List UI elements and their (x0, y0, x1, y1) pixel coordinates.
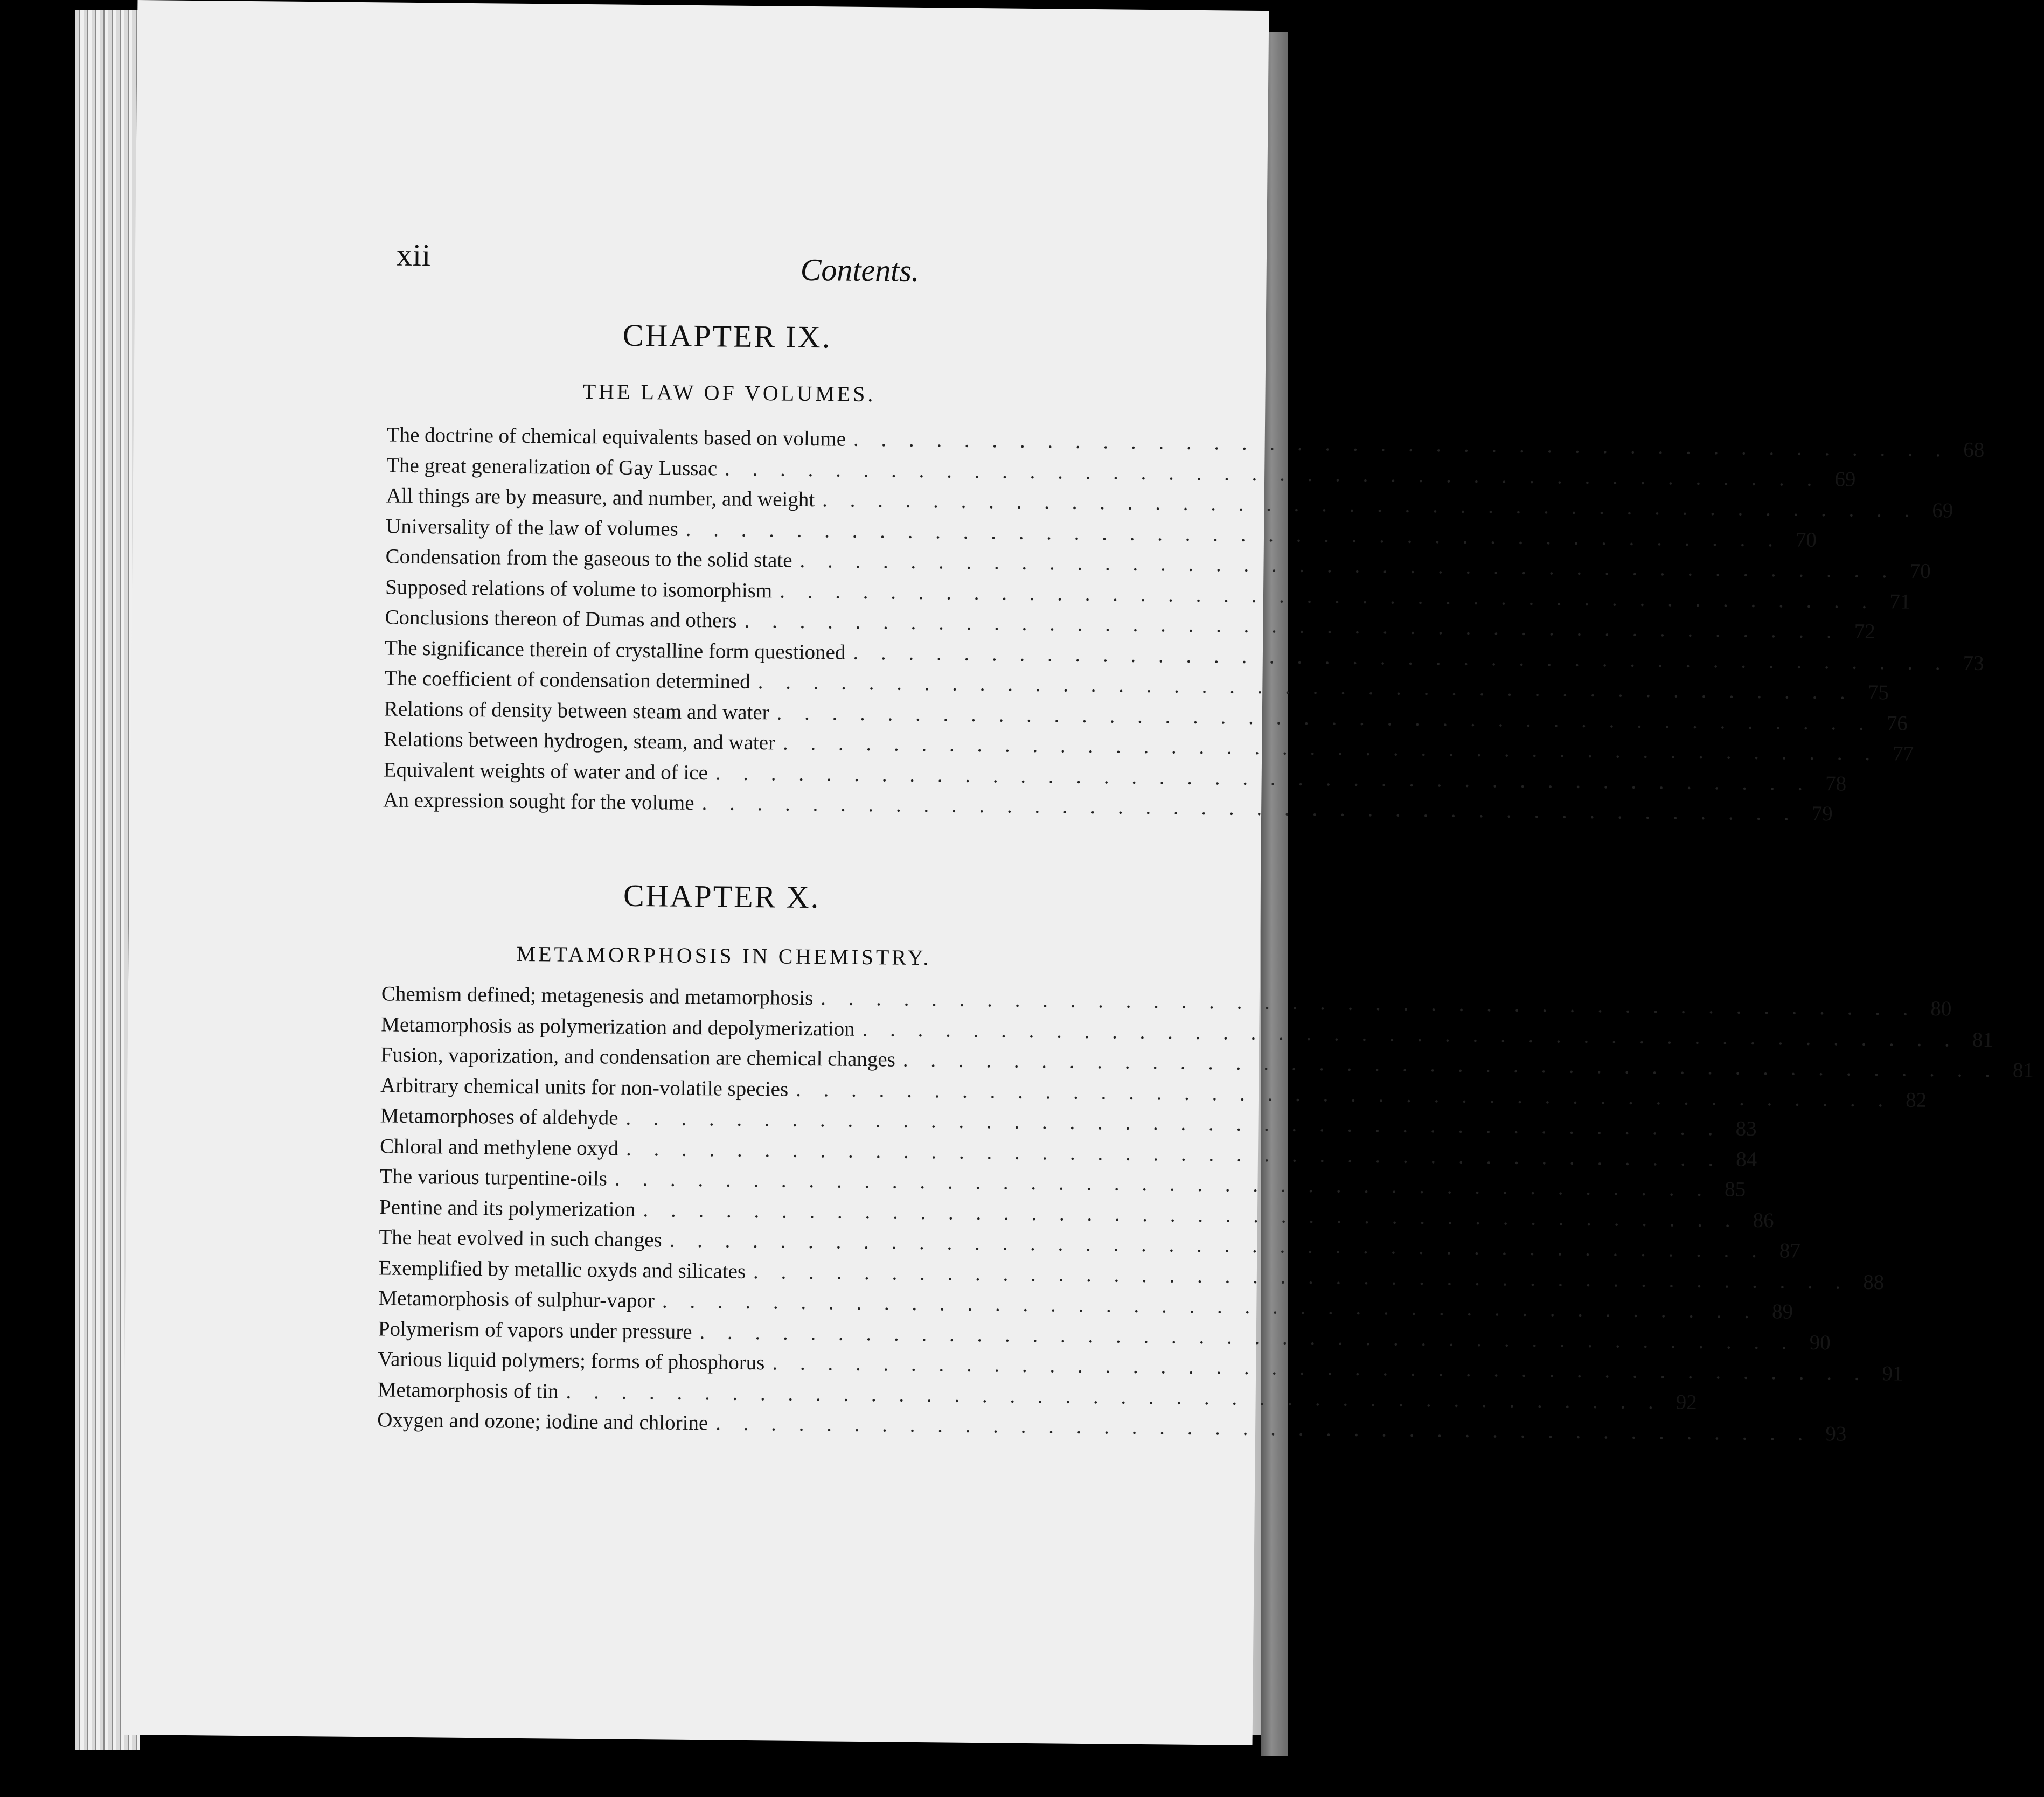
toc-entry-page: 82 (1906, 1088, 1927, 1112)
toc-entry-title: Condensation from the gaseous to the solid state (385, 545, 792, 572)
page-number: xii (396, 237, 432, 273)
toc-entry-page: 89 (1771, 1300, 1793, 1324)
dot-leader: . . . . . . . . . . . . . . . . . . . . . . . . . . . . . . . . . . . . . . . . (643, 1197, 1739, 1232)
toc-entry-page: 78 (1825, 771, 1847, 796)
toc-entry-title: The great generalization of Gay Lussac (386, 453, 718, 480)
toc-entry (377, 1408, 1847, 1446)
dot-leader: . . . . . . . . . . . . . . . . . . . . . . . . . . . . . . . . . . . . . . . . (662, 1289, 1758, 1323)
toc-entry-title: An expression sought for the volume (383, 788, 694, 814)
toc-entry-page: 75 (1867, 680, 1889, 705)
toc-entry-title: Conclusions thereon of Dumas and others (385, 605, 737, 632)
dot-leader: . . . . . . . . . . . . . . . . . . . . . . . . . . . . . . . . . . . . . . . . (614, 1167, 1711, 1201)
toc-entry-page: 68 (1963, 438, 1985, 462)
toc-entry-title: Metamorphoses of aldehyde (380, 1104, 618, 1130)
toc-entry-title: Metamorphosis of sulphur-vapor (378, 1286, 655, 1313)
dot-leader: . . . . . . . . . . . . . . . . . . . . . . . . . . . . . . . . . . . . . . . . (799, 548, 1896, 583)
toc-entry-page: 71 (1889, 589, 1911, 614)
running-title: Contents. (800, 252, 920, 288)
dot-leader: . . . . . . . . . . . . . . . . . . . . . . . . . . . . . . . . . . . . . . . . (782, 731, 1879, 765)
dot-leader: . . . . . . . . . . . . . . . . . . . . . . . . . . . . . . . . . . . . . . . . (853, 427, 1950, 462)
toc-entry-page: 69 (1834, 467, 1856, 491)
dot-leader: . . . . . . . . . . . . . . . . . . . . . . . . . . . . . . . . . . . . . . . . (669, 1228, 1766, 1263)
toc-entry-page: 84 (1736, 1147, 1757, 1171)
dot-leader: . . . . . . . . . . . . . . . . . . . . . . . . . . . . . . . . . . . . . . . . (772, 1351, 1868, 1385)
dot-leader: . . . . . . . . . . . . . . . . . . . . . . . . . . . . . . . . . . . . . . . . (753, 1259, 1850, 1294)
book-page (121, 0, 2034, 1745)
toc-entry-page: 79 (1811, 802, 1833, 826)
toc-entry-title: Chemism defined; metagenesis and metamorphosis (381, 982, 814, 1010)
toc-entry-title: Universality of the law of volumes (385, 514, 678, 541)
toc-entry-title: Fusion, vaporization, and condensation are chemical changes (380, 1043, 896, 1071)
toc-entry (383, 788, 1833, 826)
dot-leader: . . . . . . . . . . . . . . . . . . . . . . . . . . . . . . . . . . . . . . . . (685, 517, 1782, 551)
toc-entry-page: 76 (1886, 711, 1908, 735)
toc-entry-title: Polymerism of vapors under pressure (378, 1317, 692, 1343)
toc-entry-page: 85 (1724, 1178, 1746, 1201)
toc-entry-title: The various turpentine-oils (379, 1165, 608, 1190)
toc-entry-title: The heat evolved in such changes (379, 1225, 662, 1252)
toc-entry-title: Metamorphosis as polymerization and depolymerization (381, 1012, 855, 1041)
toc-entry-title: Supposed relations of volume to isomorphism (385, 575, 773, 602)
dot-leader: . . . . . . . . . . . . . . . . . . . . . . . . . . . . . . . . . . . . . . . . (862, 1017, 1959, 1051)
toc-entry-title: Various liquid polymers; forms of phosphorus (378, 1347, 765, 1375)
toc-entry-title: Arbitrary chemical units for non-volatile species (380, 1073, 789, 1101)
toc-entry-title: All things are by measure, and number, and weight (386, 484, 815, 512)
toc-entry-page: 69 (1932, 499, 1953, 523)
toc-list (377, 981, 2034, 1446)
dot-leader: . . . . . . . . . . . . . . . . . . . . . . . . . . . . . . . . . . . . . . . . (821, 986, 1917, 1020)
toc-list (383, 422, 1985, 826)
toc-entry-page: 83 (1735, 1117, 1757, 1140)
dot-leader: . . . . . . . . . . . . . . . . . . . . . . . . . . . . . . . . . . . . . . . . (776, 700, 1873, 735)
dot-leader: . . . . . . . . . . . . . . . . . . . . . . . . . . . . . . . . . . . . . . . . (757, 670, 1854, 704)
toc-entry-page: 93 (1825, 1422, 1847, 1446)
dot-leader: . . . . . . . . . . . . . . . . . . . . . . . . . . . . . . . . . . . . . . . . (566, 1380, 1662, 1413)
toc-entry-title: The coefficient of condensation determined (384, 666, 750, 693)
toc-entry-page: 92 (1675, 1390, 1697, 1414)
toc-entry-title: Equivalent weights of water and of ice (383, 757, 708, 784)
toc-entry-page: 77 (1892, 742, 1914, 765)
toc-entry-page: 80 (1930, 997, 1952, 1021)
toc-entry-page: 81 (2012, 1058, 2034, 1082)
chapter-heading: CHAPTER IX. (622, 317, 832, 355)
toc-entry-page: 86 (1753, 1208, 1774, 1232)
chapter-heading: CHAPTER X. (623, 877, 821, 915)
toc-entry-page: 81 (1972, 1028, 1994, 1051)
toc-entry-page: 88 (1863, 1270, 1885, 1294)
dot-leader: . . . . . . . . . . . . . . . . . . . . . . . . . . . . . . . . . . . . . . . . (780, 579, 1876, 613)
toc-entry-title: Pentine and its polymerization (379, 1195, 636, 1221)
toc-entry-page: 73 (1963, 651, 1984, 675)
toc-entry-page: 90 (1809, 1331, 1831, 1354)
dot-leader: . . . . . . . . . . . . . . . . . . . . . . . . . . . . . . . . . . . . . . . . (625, 1137, 1722, 1171)
dot-leader: . . . . . . . . . . . . . . . . . . . . . . . . . . . . . . . . . . . . . . . . (853, 640, 1949, 674)
toc-entry-title: The doctrine of chemical equivalents based on volume (386, 423, 846, 451)
dot-leader: . . . . . . . . . . . . . . . . . . . . . . . . . . . . . . . . . . . . . . . . (744, 609, 1840, 643)
toc-entry-title: The significance therein of crystalline form questioned (384, 636, 846, 664)
toc-entry-page: 70 (1795, 528, 1817, 552)
toc-entry-page: 91 (1882, 1362, 1903, 1385)
dot-leader: . . . . . . . . . . . . . . . . . . . . . . . . . . . . . . . . . . . . . . . . (715, 761, 1812, 795)
dot-leader: . . . . . . . . . . . . . . . . . . . . . . . . . . . . . . . . . . . . . . . . (701, 791, 1798, 825)
toc-entry-title: Relations of density between steam and water (384, 696, 769, 724)
toc-entry-title: Relations between hydrogen, steam, and water (384, 727, 776, 755)
toc-entry-page: 87 (1779, 1239, 1801, 1263)
dot-leader: . . . . . . . . . . . . . . . . . . . . . . . . . . . . . . . . . . . . . . . . (715, 1411, 1812, 1445)
dot-leader: . . . . . . . . . . . . . . . . . . . . . . . . . . . . . . . . . . . . . . . . (822, 488, 1918, 522)
chapter-subtitle: THE LAW OF VOLUMES. (582, 379, 876, 407)
toc-entry-title: Metamorphosis of tin (377, 1377, 559, 1403)
toc-entry-title: Chloral and methylene oxyd (379, 1134, 619, 1160)
dot-leader: . . . . . . . . . . . . . . . . . . . . . . . . . . . . . . . . . . . . . . . . (699, 1320, 1796, 1354)
chapter-subtitle: METAMORPHOSIS IN CHEMISTRY. (516, 941, 931, 970)
dot-leader: . . . . . . . . . . . . . . . . . . . . . . . . . . . . . . . . . . . . . . . . (724, 456, 1821, 491)
toc-entry-title: Oxygen and ozone; iodine and chlorine (377, 1408, 708, 1435)
dot-leader: . . . . . . . . . . . . . . . . . . . . . . . . . . . . . . . . . . . . . . . . (902, 1048, 1999, 1082)
dot-leader: . . . . . . . . . . . . . . . . . . . . . . . . . . . . . . . . . . . . . . . . (625, 1106, 1722, 1140)
toc-entry-page: 70 (1909, 559, 1931, 583)
toc-entry-title: Exemplified by metallic oxyds and silicates (378, 1256, 746, 1283)
dot-leader: . . . . . . . . . . . . . . . . . . . . . . . . . . . . . . . . . . . . . . . . (795, 1077, 1892, 1111)
toc-entry-page: 72 (1854, 619, 1875, 644)
